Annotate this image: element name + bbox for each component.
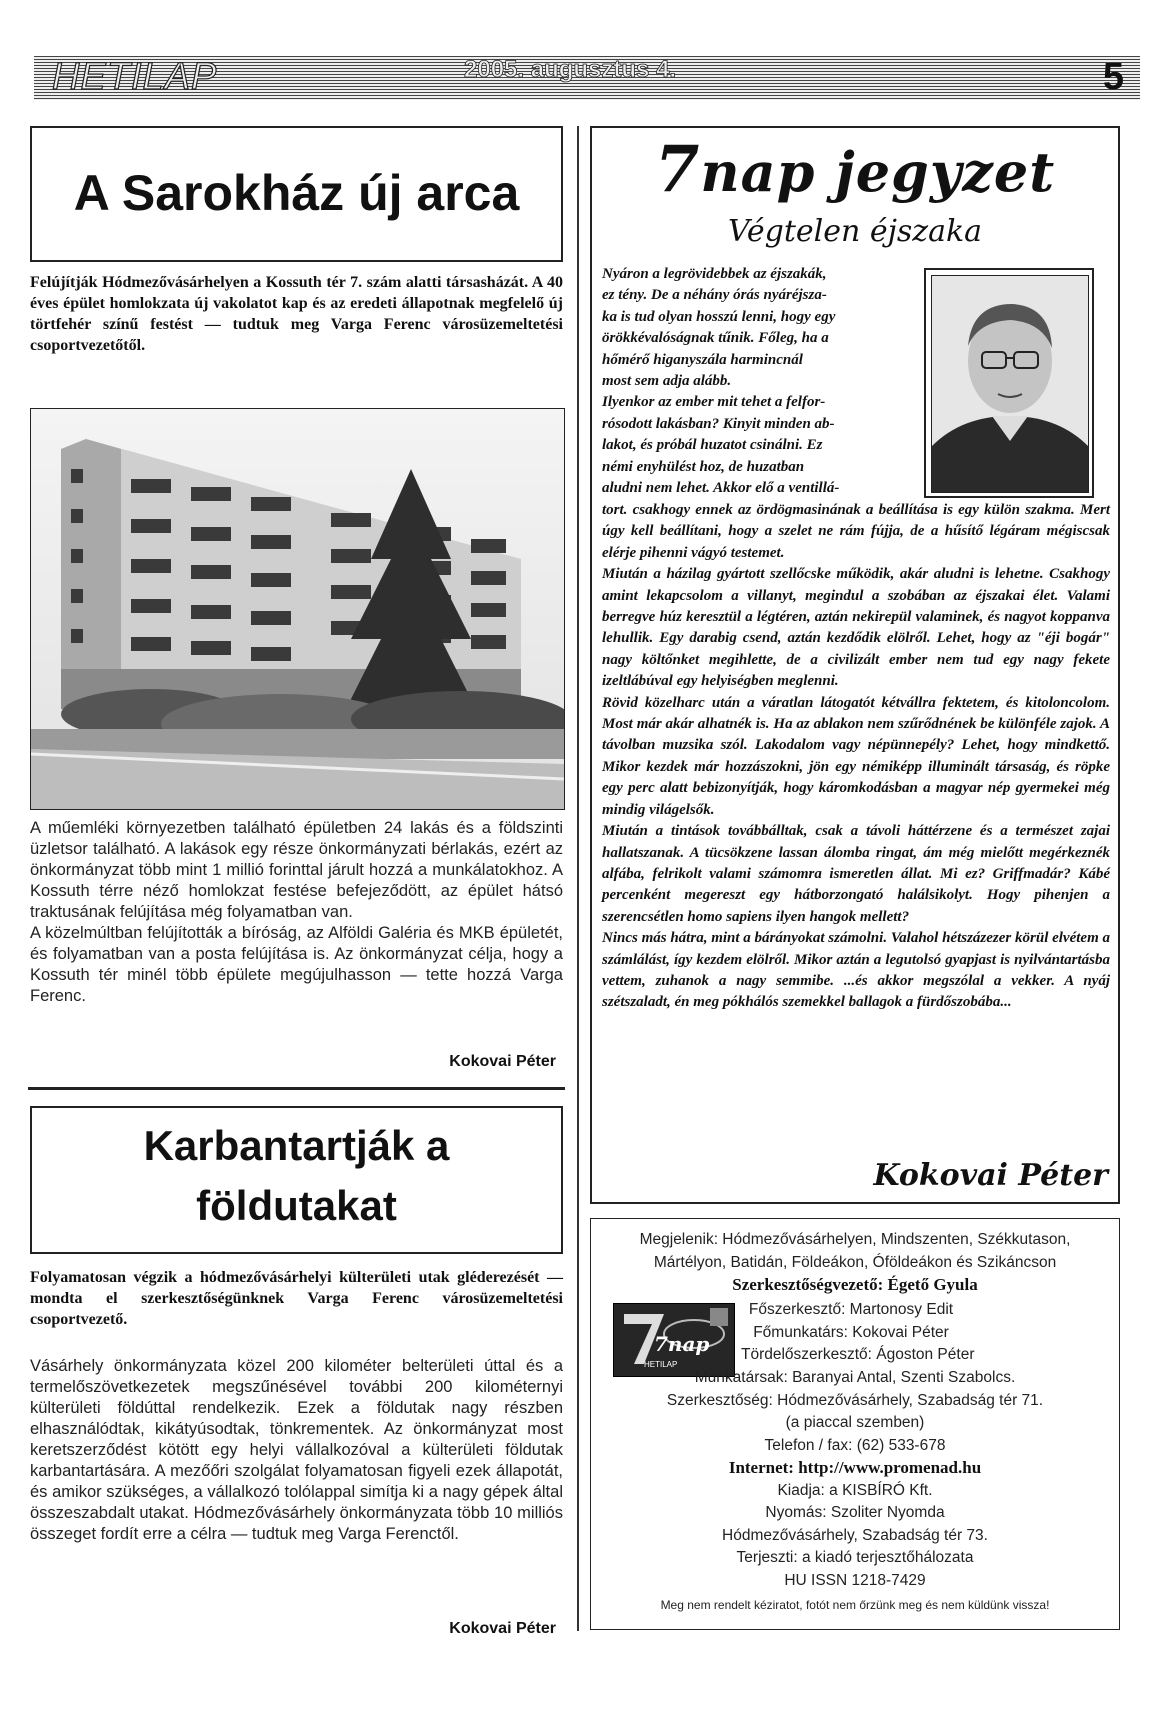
imprint-distribution: Terjeszti: a kiadó terjesztőhálozata: [736, 1549, 974, 1566]
article-separator: [28, 1087, 565, 1090]
column-line: némi enyhülést hoz, de huzatban: [602, 458, 805, 475]
column-line: Nyáron a legrövidebbek az éjszakák,: [602, 266, 827, 282]
column-line: örökkévalóságnak tűnik. Főleg, ha a: [602, 330, 829, 347]
imprint-staff-line: Főmunkatárs: Kokovai Péter: [753, 1323, 949, 1341]
imprint-details: [591, 1367, 1119, 1617]
article1-headline-box: [30, 126, 563, 262]
newspaper-logo: [613, 1303, 735, 1377]
article2-headline-line2: földutakat: [196, 1182, 397, 1229]
imprint-staff-line: Tördelőszerkesztő: Ágoston Péter: [741, 1346, 975, 1363]
imprint-notice: Meg nem rendelt kéziratot, fotót nem őrzünk meg és nem küldünk vissza!: [660, 1598, 1050, 1612]
column-line: lakot, és próbál huzatot csinálni. Ez: [602, 437, 823, 454]
building-photo: [30, 408, 565, 810]
article1-headline: A Sarokház új arca: [73, 165, 520, 221]
imprint-office: Szerkesztőség: Hódmezővásárhely, Szabadság tér 71.: [666, 1391, 1044, 1409]
imprint-office-note: (a piaccal szemben): [785, 1414, 925, 1431]
article2-lead: Folyamatosan végzik a hódmezővásárhelyi külterületi utak gléderezését — mondta el szerkesztőségünknek Varga Ferenc városüzemeltetési csoportvezető.: [30, 1269, 563, 1328]
logo-text: 7nap: [654, 1332, 710, 1356]
imprint-box: [590, 1218, 1120, 1630]
imprint-issn: HU ISSN 1218-7429: [784, 1571, 926, 1589]
column-line: most sem adja alább.: [602, 373, 732, 390]
article1-paragraph: A műemléki környezetben található épületben 24 lakás és a földszinti üzletsor található. A lakások egy része önkormányzati bérlakás, ezért az önkormányzat több mint 1 millió forinttal járult hozzá a munkálatokhoz. A Kossuth térre néző homlokzat festése befejeződött, az épület hátsó traktusának felújítása még folyamatban van.: [30, 819, 563, 921]
column-subtitle: Végtelen éjszaka: [727, 214, 983, 249]
bottom-divider: [570, 1642, 585, 1643]
newspaper-title: HETILAP: [52, 56, 218, 98]
imprint-contributors: Munkatársak: Baranyai Antal, Szenti Szabolcs.: [694, 1369, 1016, 1386]
imprint-staff: [741, 1299, 975, 1367]
column-paragraph: Miután a házilag gyártott szellőcske működik, akár aludni is lehetne. Csakhogy amint lekapcsolom a villanyt, megindul a szobában az éjszakai élet. Valami berregve húz keresztül a légtéren, aztán nekirepül valaminek, és nagyot koppanva lehullik. Egy darabig csend, aztán kezdődik elölről. Lehet, hogy az "éji bogár" nagy költőnket megihlette, de a civilizált ember nem tud egy nagy fekete izeltlábúval egy helyiségben meglenni.: [602, 566, 1110, 690]
building-photo-image: [31, 409, 564, 809]
column-line: Ilyenkor az ember mit tehet a felfor-: [602, 394, 826, 411]
imprint-internet[interactable]: Internet: http://www.promenad.hu: [728, 1458, 982, 1477]
article2-body: [30, 1356, 563, 1545]
imprint-publisher: Kiadja: a KISBÍRÓ Kft.: [777, 1481, 933, 1499]
article2-byline: Kokovai Péter: [449, 1620, 556, 1637]
column-divider: [577, 126, 579, 1631]
column-line: aludni nem lehet. Akkor elő a ventillá-: [602, 480, 840, 497]
column-title-text: nap jegyzet: [700, 140, 1056, 204]
author-portrait-image: [931, 275, 1089, 493]
imprint-printer-address: Hódmezővásárhely, Szabadság tér 73.: [722, 1526, 988, 1544]
column-title-number: 7: [654, 132, 701, 207]
author-portrait: [924, 268, 1094, 498]
imprint-staff-line: Főszerkesztő: Martonosy Edit: [748, 1301, 954, 1318]
page-number: 5: [1102, 56, 1124, 98]
issue-date: 2005. augusztus 4.: [464, 56, 677, 83]
imprint-phone: Telefon / fax: (62) 533-678: [764, 1436, 946, 1454]
logo-subtext: HETILAP: [644, 1360, 678, 1369]
column-line: ez tény. De a néhány órás nyáréjsza-: [602, 287, 827, 304]
column-paragraph: Miután a tintások továbbálltak, csak a távoli háttérzene és a természet zajai hallatszanak. A tücsökzene lassan álomba ringat, ám még mielőtt megérkeznék alfába, felrikolt valami számomra ismeretlen állat. Mi ez? Griffmadár? Kábé percenként megereszt egy hátborzongató halálsikolyt. Hogy pihenjen a szerencsétlen homo sapiens ilyen hangok mellett?: [602, 823, 1110, 925]
article1-byline: Kokovai Péter: [449, 1053, 556, 1070]
column-intro: [602, 264, 924, 499]
article1-body: [30, 818, 563, 1007]
article2-headline-line1: Karbantartják a: [143, 1122, 450, 1169]
imprint-distribution-line2: Mártélyon, Batidán, Földeákon, Óföldeákon és Szikáncson: [653, 1253, 1057, 1271]
article1-paragraph: A közelmúltban felújították a bíróság, az Alföldi Galéria és MKB épületét, és folyamatban van a posta felújítása is. Az önkormányzat célja, hogy a Kossuth tér minél több épülete megújulhasson — tette hozzá Varga Ferenc.: [30, 924, 563, 1005]
imprint-distribution-line1: Megjelenik: Hódmezővásárhelyen, Mindszenten, Székkutason,: [639, 1231, 1071, 1248]
column-paragraph: Nincs más hátra, mint a bárányokat számolni. Valahol hétszázezer körül elvétem a számlálást, így kezdem elölről. Mikor aztán a legutolsó gyapjast is nyilvántartásba vettem, zuhanok a nagy semmibe. ...és akkor megszólal a vekker. A nyáj szétszaladt, én meg pókhálós szemekkel ballagok a fürdőszobába...: [602, 930, 1110, 1011]
column-line: hőmérő higanyszála harmincnál: [602, 351, 803, 368]
imprint-content: [591, 1229, 1119, 1297]
column-line: rósodott lakásban? Kinyit minden ab-: [602, 415, 835, 432]
article2-headline-box: [30, 1106, 563, 1254]
column-paragraph: Rövid közelharc után a váratlan látogatót kétvállra fektetem, és kitoloncolom. Most már akár alhatnék is. Ha az ablakon nem szűrődnének be különféle zajok. A távolban muzsika szól. Lakodalom vagy népünnepély? Lehet, hogy mindkettő. Mikor kezdek már hozzászokni, jön egy némiképp illuminált társaság, és röpke egy perc alatt bebizonyítják, hogy káromkodásban a magyar nép gyermekei még mindig világelsők.: [602, 694, 1110, 818]
column-signature: Kokovai Péter: [873, 1158, 1108, 1193]
column-title: [592, 132, 1118, 207]
page-header: [34, 56, 1140, 100]
article2-paragraph: Vásárhely önkormányzata közel 200 kilométer belterületi úttal és a termelőszövetkezetek megszűnésével további 200 kilométernyi külterületi földúttal rendelkezik. Ezek a földutak nagy részben elhasználódtak, kikátyúsodtak, tönkrementek. Az önkormányzat most keretszerződést kötött egy helyi vállalkozóval a külterületi földutak karbantartására. A mezőőri szolgálat folyamatosan figyeli ezek állapotát, és amikor szükséges, a vállalkozó tolólappal simítja ki a nagy gépek által összeszabdalt utakat. Hódmezővásárhely önkormányzata több 10 milliós összeget fordít erre a célra — tudtuk meg Varga Ferenctől.: [30, 1357, 563, 1543]
imprint-printer: Nyomás: Szoliter Nyomda: [765, 1504, 945, 1521]
column-paragraph: tort. csakhogy ennek az ördögmasinának a beállítása is egy külön szakma. Mert úgy kell beállítani, hogy a szelet ne rám fújja, de a hűsítő légáram mégiscsak elérje pihenni vágyó testemet.: [602, 502, 1110, 561]
article1-lead: Felújítják Hódmezővásárhelyen a Kossuth tér 7. szám alatti társasházát. A 40 éves épület homlokzata új vakolatot kap és az eredeti állapotnak megfelelő új törtfehér színű festést — tudtuk meg Varga Ferenc városüzemeltetési csoportvezetőtől.: [30, 274, 563, 354]
column-body: [602, 500, 1110, 1014]
imprint-editor-chief: Szerkesztőségvezető: Égető Gyula: [732, 1275, 978, 1294]
column-line: ka is tud olyan hosszú lenni, hogy egy: [602, 308, 836, 325]
